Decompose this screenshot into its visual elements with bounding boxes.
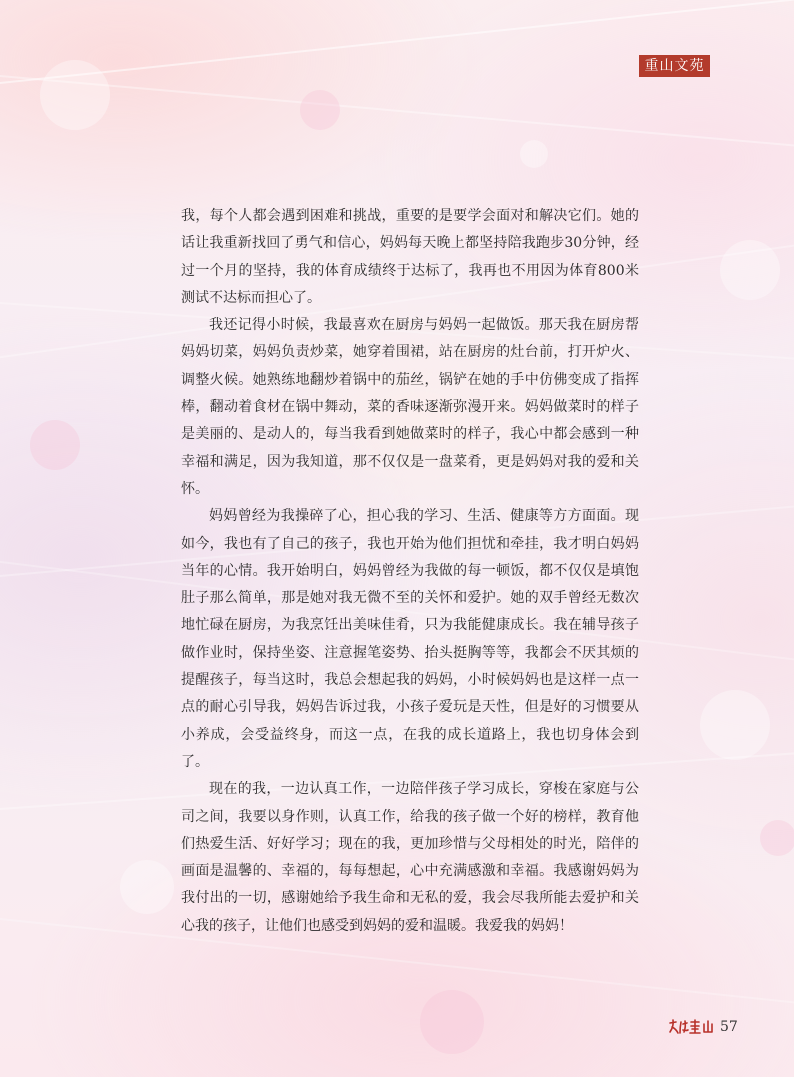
page-number: 57 (720, 1019, 738, 1035)
publication-logo (668, 1018, 714, 1036)
article-body (181, 203, 639, 940)
article-paragraph: 我还记得小时候，我最喜欢在厨房与妈妈一起做饭。那天我在厨房帮妈妈切菜，妈妈负责炒菜，她穿着围裙，站在厨房的灶台前，打开炉火、调整火候。她熟练地翻炒着锅中的茄丝，锅铲在她的手中仿佛变成了指挥棒，翻动着食材在锅中舞动，菜的香味逐渐弥漫开来。妈妈做菜时的样子是美丽的、是动人的，每当我看到她做菜时的样子，我心中都会感到一种幸福和满足，因为我知道，那不仅仅是一盘菜肴，更是妈妈对我的爱和关怀。 (181, 317, 639, 497)
article-paragraph: 妈妈曾经为我操碎了心，担心我的学习、生活、健康等方方面面。现如今，我也有了自己的孩子，我也开始为他们担忧和牵挂，我才明白妈妈当年的心情。我开始明白，妈妈曾经为我做的每一顿饭，都不仅仅是填饱肚子那么简单，那是她对我无微不至的关怀和爱护。她的双手曾经无数次地忙碌在厨房，为我烹饪出美味佳肴，只为我能健康成长。我在辅导孩子做作业时，保持坐姿、注意握笔姿势、抬头挺胸等等，我都会不厌其烦的提醒孩子，每当这时，我总会想起我的妈妈，小时候妈妈也是这样一点一点的耐心引导我，妈妈告诉过我，小孩子爱玩是天性，但是好的习惯要从小养成，会受益终身，而这一点，在我的成长道路上，我也切身体会到了。 (181, 508, 639, 770)
article-paragraph: 我，每个人都会遇到困难和挑战，重要的是要学会面对和解决它们。她的话让我重新找回了勇气和信心，妈妈每天晚上都坚持陪我跑步30分钟，经过一个月的坚持，我的体育成绩终于达标了，我再也不用因为体育800米测试不达标而担心了。 (181, 208, 639, 306)
article-paragraph: 现在的我，一边认真工作，一边陪伴孩子学习成长，穿梭在家庭与公司之间，我要以身作则，认真工作，给我的孩子做一个好的榜样，教育他们热爱生活、好好学习；现在的我，更加珍惜与父母相处的时光，陪伴的画面是温馨的、幸福的，每每想起，心中充满感激和幸福。我感谢妈妈为我付出的一切，感谢她给予我生命和无私的爱，我会尽我所能去爱护和关心我的孩子，让他们也感受到妈妈的爱和温暖。我爱我的妈妈！ (181, 781, 639, 934)
section-tag: 重山文苑 (639, 55, 710, 77)
